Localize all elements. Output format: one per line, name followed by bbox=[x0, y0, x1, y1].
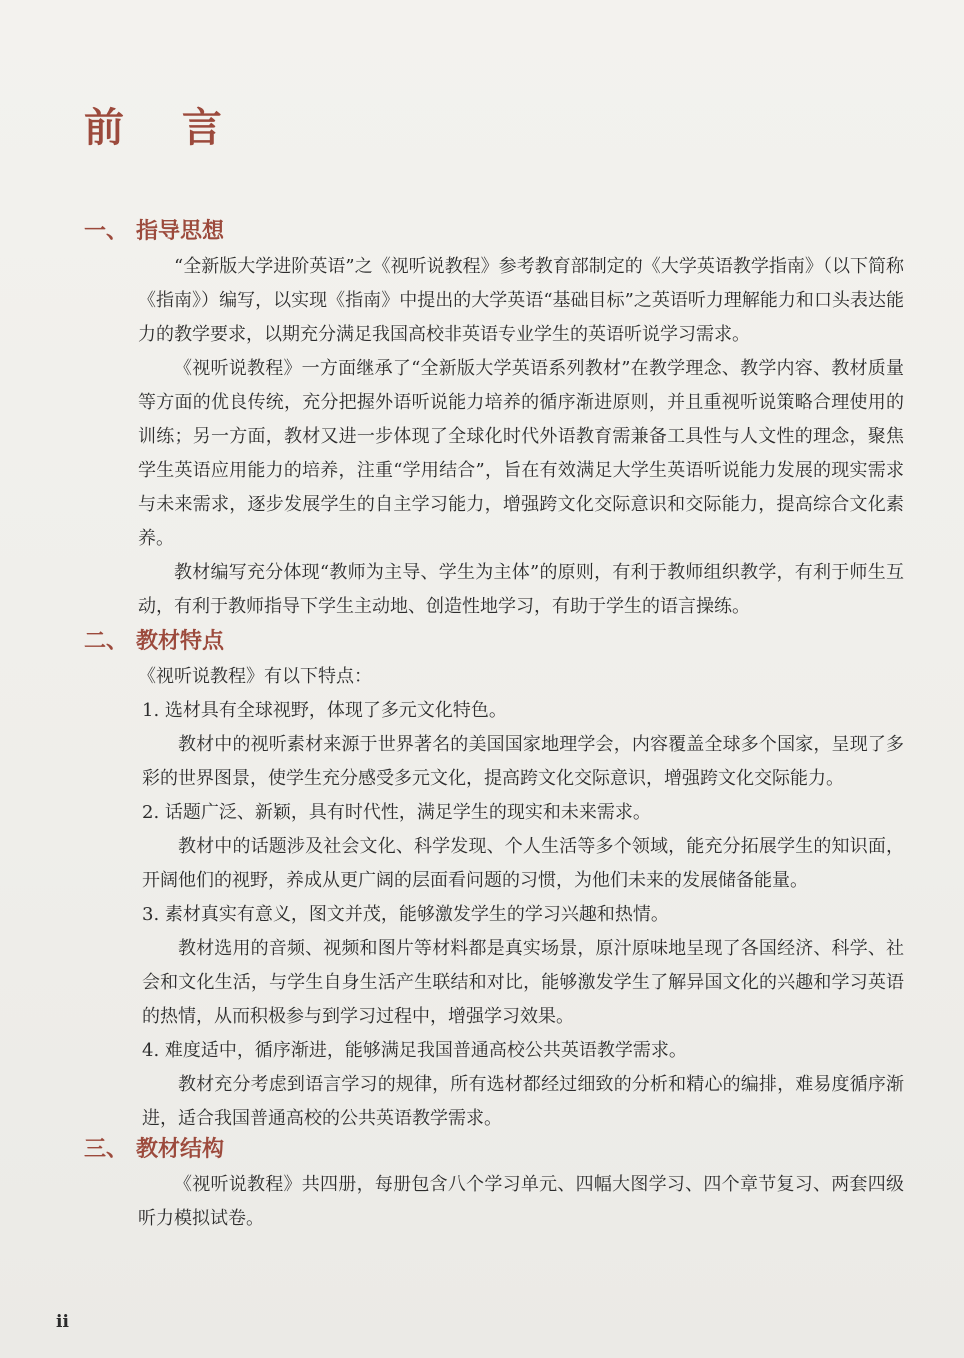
section-number: 二、 bbox=[84, 629, 129, 654]
paragraph: “全新版大学进阶英语”之《视听说教程》参考教育部制定的《大学英语教学指南》（以下简称《指南》）编写，以实现《指南》中提出的大学英语“基础目标”之英语听力理解能力和口头表达能力的教学要求，以期充分满足我国高校非英语专业学生的英语听说学习需求。 bbox=[138, 256, 904, 345]
section-intro: 《视听说教程》有以下特点： bbox=[138, 666, 372, 687]
feature-item-label: 1. 选材具有全球视野，体现了多元文化特色。 bbox=[142, 700, 507, 721]
section-heading bbox=[84, 214, 904, 250]
section-guiding-ideas bbox=[84, 214, 904, 624]
feature-item-label: 2. 话题广泛、新颖，具有时代性，满足学生的现实和未来需求。 bbox=[142, 802, 651, 823]
section-number: 一、 bbox=[84, 219, 129, 244]
feature-item-text: 教材充分考虑到语言学习的规律，所有选材都经过细致的分析和精心的编排，难易度循序渐进，适合我国普通高校的公共英语教学需求。 bbox=[142, 1074, 904, 1129]
section-title: 指导思想 bbox=[136, 219, 225, 244]
section-title: 教材结构 bbox=[136, 1137, 225, 1162]
feature-item-text: 教材中的视听素材来源于世界著名的美国国家地理学会，内容覆盖全球多个国家，呈现了多彩的世界图景，使学生充分感受多元文化，提高跨文化交际意识，增强跨文化交际能力。 bbox=[142, 734, 904, 789]
section-features bbox=[84, 624, 904, 1136]
section-heading bbox=[84, 1132, 904, 1168]
feature-item-label: 4. 难度适中，循序渐进，能够满足我国普通高校公共英语教学需求。 bbox=[142, 1040, 687, 1061]
feature-item-label: 3. 素材真实有意义，图文并茂，能够激发学生的学习兴趣和热情。 bbox=[142, 904, 669, 925]
feature-item-text: 教材中的话题涉及社会文化、科学发现、个人生活等多个领域，能充分拓展学生的知识面，开阔他们的视野，养成从更广阔的层面看问题的习惯，为他们未来的发展储备能量。 bbox=[142, 836, 904, 891]
paragraph: 《视听说教程》一方面继承了“全新版大学英语系列教材”在教学理念、教学内容、教材质量等方面的优良传统，充分把握外语听说能力培养的循序渐进原则，并且重视听说策略合理使用的训练；另一方面，教材又进一步体现了全球化时代外语教育需兼备工具性与人文性的理念，聚焦学生英语应用能力的培养，注重“学用结合”，旨在有效满足大学生英语听说能力发展的现实需求与未来需求，逐步发展学生的自主学习能力，增强跨文化交际意识和交际能力，提高综合文化素养。 bbox=[138, 358, 904, 549]
page-title: 前 言 bbox=[84, 105, 244, 151]
feature-item-text: 教材选用的音频、视频和图片等材料都是真实场景，原汁原味地呈现了各国经济、科学、社会和文化生活，与学生自身生活产生联结和对比，能够激发学生了解异国文化的兴趣和学习英语的热情，从而积极参与到学习过程中，增强学习效果。 bbox=[142, 938, 904, 1027]
section-number: 三、 bbox=[84, 1137, 129, 1162]
page-number: ii bbox=[56, 1312, 69, 1332]
paragraph: 教材编写充分体现“教师为主导、学生为主体”的原则，有利于教师组织教学，有利于师生互动，有利于教师指导下学生主动地、创造性地学习，有助于学生的语言操练。 bbox=[138, 562, 904, 617]
section-structure bbox=[84, 1132, 904, 1236]
paragraph: 《视听说教程》共四册，每册包含八个学习单元、四幅大图学习、四个章节复习、两套四级听力模拟试卷。 bbox=[138, 1174, 904, 1229]
section-heading bbox=[84, 624, 904, 660]
section-title: 教材特点 bbox=[136, 629, 225, 654]
